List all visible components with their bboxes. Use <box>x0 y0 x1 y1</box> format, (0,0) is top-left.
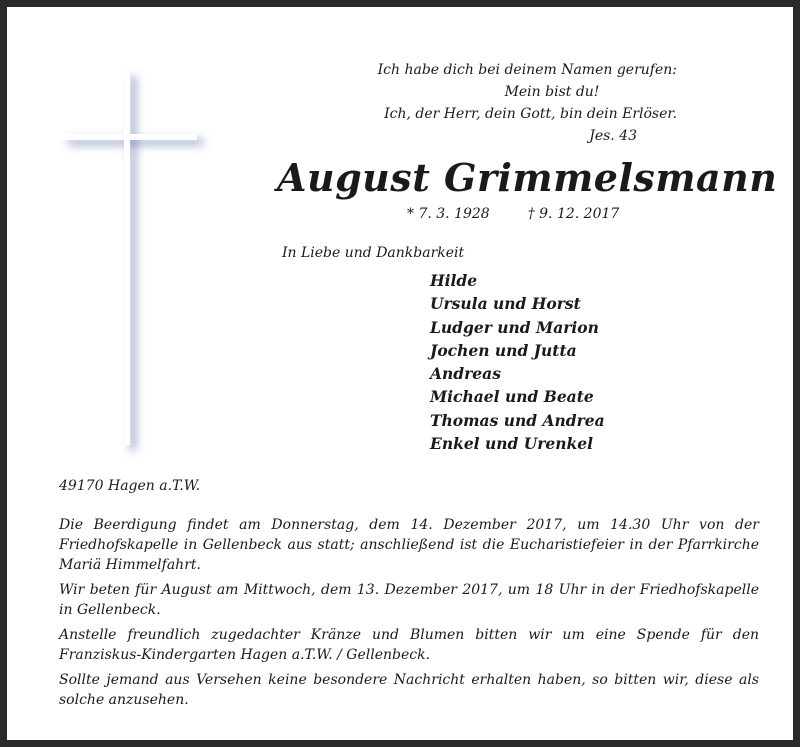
verse-reference: Jes. 43 <box>589 128 637 144</box>
announcement-paragraph: Sollte jemand aus Versehen keine besondere Nachricht erhalten haben, so bitten wir, diese als solche anzusehen. <box>59 672 759 708</box>
mourner-name: Ludger und Marion <box>430 317 599 337</box>
deceased-name: August Grimmelsmann <box>277 155 778 200</box>
announcement-paragraph: Anstelle freundlich zugedachter Kränze und Blumen bitten wir um eine Spende für den Franziskus-Kindergarten Hagen a.T.W. / Gellenbeck. <box>59 627 759 663</box>
birth-date: * 7. 3. 1928 <box>407 206 490 222</box>
mourner-name: Thomas und Andrea <box>430 410 605 430</box>
bible-verse <box>337 59 677 147</box>
cross-icon <box>7 7 207 457</box>
mourner-name: Jochen und Jutta <box>430 340 577 360</box>
verse-line: Ich, der Herr, dein Gott, bin dein Erlöser. <box>384 106 677 122</box>
life-dates <box>407 206 619 222</box>
verse-line: Ich habe dich bei deinem Namen gerufen: <box>377 62 677 78</box>
death-date: † 9. 12. 2017 <box>527 206 620 222</box>
announcement-paragraph: Die Beerdigung findet am Donnerstag, dem 14. Dezember 2017, um 14.30 Uhr von der Friedhofskapelle in Gellenbeck aus statt; anschließend ist die Eucharistiefeier in der Pfarrkirche Mariä Himmelfahrt. <box>59 517 759 573</box>
cross-vertical-overlay <box>124 71 130 445</box>
announcement-paragraph: Wir beten für August am Mittwoch, dem 13. Dezember 2017, um 18 Uhr in der Friedhofskapelle in Gellenbeck. <box>59 582 759 618</box>
mourner-name: Hilde <box>430 271 478 290</box>
mourners-list <box>430 269 605 455</box>
mourner-name: Andreas <box>430 364 501 384</box>
mourners-intro: In Liebe und Dankbarkeit <box>282 245 465 261</box>
announcement-text <box>59 515 759 715</box>
place-address: 49170 Hagen a.T.W. <box>59 478 201 494</box>
mourner-name: Michael und Beate <box>430 387 594 407</box>
mourner-name: Ursula und Horst <box>430 294 581 314</box>
mourner-name: Enkel und Urenkel <box>430 434 594 454</box>
verse-line: Mein bist du! <box>504 84 600 100</box>
